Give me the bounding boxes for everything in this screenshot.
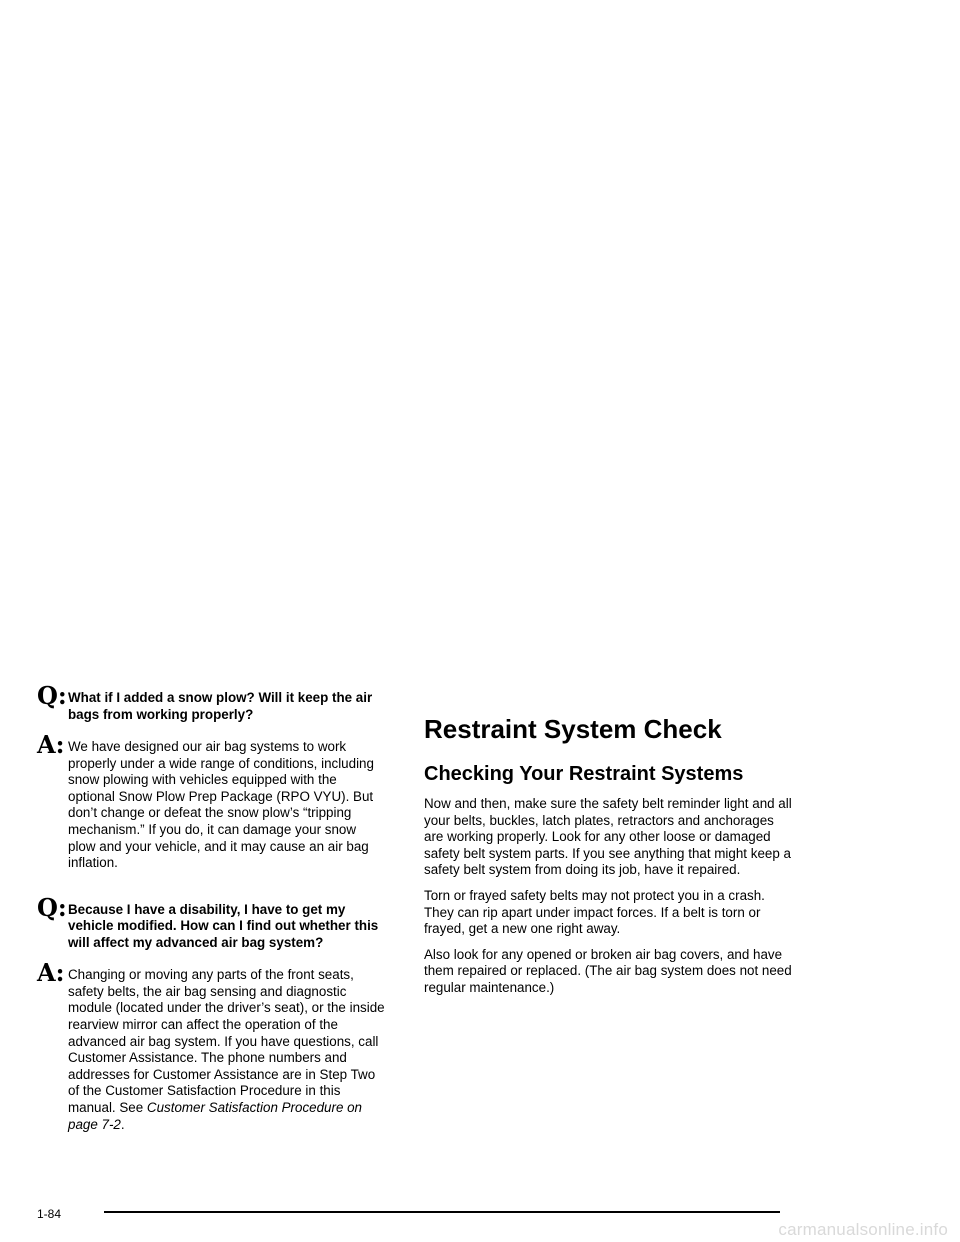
cross-reference-link[interactable]: Customer Satisfaction Procedure on page 7-2 (68, 1100, 363, 1132)
qa-item (37, 681, 387, 872)
body-paragraph: Torn or frayed safety belts may not protect you in a crash. They can rip apart under impact forces. If a belt is torn or frayed, get a new one right away. (424, 887, 765, 937)
answer-marker: A: (37, 730, 65, 759)
body-paragraph: Also look for any opened or broken air bag covers, and have them repaired or replaced. (The air bag system does not need regular maintenance.) (424, 946, 792, 995)
question-text: Because I have a disability, I have to get my vehicle modified. How can I find out whether this will affect my advanced air bag system? (68, 901, 379, 950)
answer-marker: A: (37, 958, 65, 988)
section-subheading: Checking Your Restraint Systems (424, 763, 744, 785)
answer-text: We have designed our air bag systems to work properly under a wide range of conditions, including snow plowing with vehicles equipped with the optional Snow Plow Prep Package (RPO VYU). But don’t change or defeat the snow plow’s “tripping mechanism.” If you do, it can damage your snow plow and your vehicle, and it may cause an air bag inflation. (68, 739, 374, 871)
answer-row (37, 730, 387, 872)
right-column (424, 714, 794, 1006)
question-row (37, 681, 387, 723)
section-heading: Restraint System Check (424, 714, 722, 744)
answer-row (37, 958, 387, 1133)
question-row (37, 892, 387, 952)
left-column (37, 681, 387, 1149)
qa-item (37, 892, 387, 1133)
answer-end: . (120, 1116, 125, 1132)
watermark: carmanualsonline.info (778, 1220, 948, 1239)
body-paragraph: Now and then, make sure the safety belt reminder light and all your belts, buckles, latch plates, retractors and anchorages are working properly. Look for any other loose or damaged safety belt system parts. If you see anything that might keep a safety belt system from doing its job, have it repaired. (424, 796, 792, 878)
question-marker: Q: (37, 892, 67, 922)
question-marker: Q: (37, 681, 67, 710)
question-text: What if I added a snow plow? Will it keep the air bags from working properly? (68, 690, 373, 722)
answer-text (68, 967, 387, 1133)
page-number: 1-84 (37, 1207, 62, 1221)
footer-rule (104, 1211, 780, 1213)
answer-body: Changing or moving any parts of the front seats, safety belts, the air bag sensing and diagnostic module (located under the driver’s seat), or the inside rearview mirror can affect the operation of the advanced air bag system. If you have questions, call Customer Assistance. The phone numbers and addresses for Customer Assistance are in Step Two of the Customer Satisfaction Procedure in this manual. See (68, 967, 385, 1115)
